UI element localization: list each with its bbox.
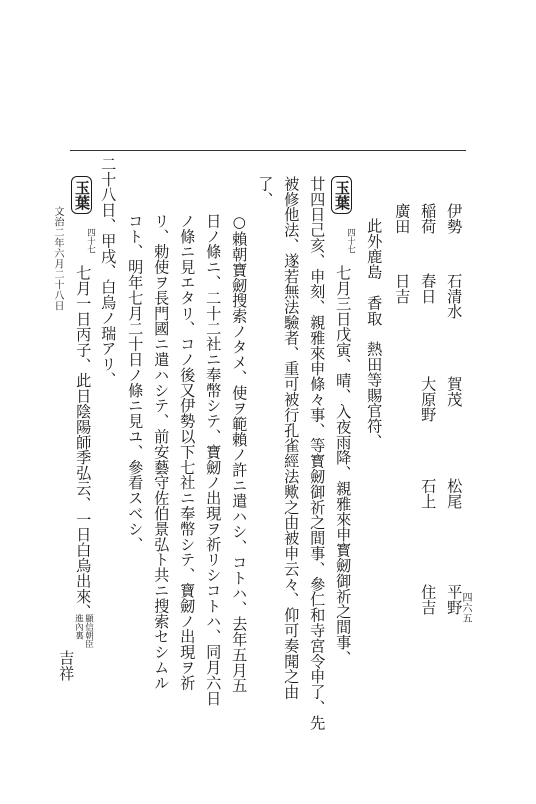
- note-line-3: ノ條ニ見エタリ、コノ後又伊勢以下七社ニ奉幣シテ、寶劒ノ出現ヲ祈: [178, 213, 197, 691]
- entry-number: 四十七: [345, 228, 356, 254]
- shrine-hirano: 平野: [445, 584, 464, 615]
- shrine-sumiyoshi: 住吉: [419, 584, 438, 615]
- note-line-5: コト、明年七月二十日ノ條ニ見ユ、參看スベシ、: [126, 213, 145, 552]
- entry-28-small-right: 顯信朝臣: [83, 614, 94, 648]
- note-line-2: 日ノ條ニ、二十二社ニ奉幣シテ、寶劒ノ出現ヲ祈リシコトハ、同月六日: [204, 213, 223, 706]
- entry-46-line-3: 被修他法、遂若無法驗者、重可被行孔雀經法歟之由被申云々、仰可奏聞之由: [282, 176, 301, 700]
- entry-46-line-2: 廿四日己亥、申刻、親雅來申條々事、等寳劒御祈之間事、參仁和寺宮令申了、先: [308, 176, 327, 731]
- note-line-4: リ、勅使ヲ長門國ニ遣ハシテ、前安藝守佐伯景弘ト共ニ搜索セシムル: [152, 213, 171, 691]
- entry-number-2: 四十七: [85, 228, 96, 254]
- page-number: 四六五: [460, 592, 471, 624]
- shrine-kamo: 賀茂: [445, 376, 464, 407]
- shrine-inari: 稲荷: [419, 203, 438, 234]
- shrine-others: 此外鹿島 香取 熱田等賜官符、: [365, 218, 384, 449]
- horizontal-rule: [70, 150, 466, 151]
- shrine-iwashimizu: 石清水: [445, 273, 464, 320]
- shrine-matsunoo: 松尾: [445, 478, 464, 509]
- shrine-hirota: 廣田: [393, 203, 412, 234]
- shrine-ise: 伊勢: [445, 203, 464, 234]
- shrine-oharano: 大原野: [419, 376, 438, 423]
- entry-28-date: 二十八日、甲戌、白烏ノ瑞アリ、: [99, 156, 118, 387]
- entry-46-line-1: 七月三日戊寅、晴、入夜雨降、親雅來申寳劒御祈之間事、: [334, 265, 353, 666]
- shrine-isonokami: 石上: [419, 478, 438, 509]
- entry-46-line-4: 了、: [256, 176, 275, 207]
- entry-28-line: 七月一日丙子、此日陰陽師季弘云、一日白烏出來、: [74, 265, 93, 620]
- source-tag-gyokuyo-2: 玉葉: [71, 176, 92, 214]
- source-tag-gyokuyo: 玉葉: [331, 176, 352, 214]
- entry-28-tail: 吉祥: [57, 650, 76, 681]
- note-line-1: ○賴朝寶劒搜索ノタメ、使ヲ範賴ノ許ニ遣ハシ、コトハ、去年五月五: [230, 213, 249, 694]
- shrine-kasuga: 春日: [419, 273, 438, 304]
- shrine-hie: 日吉: [393, 273, 412, 304]
- running-header: 文治二年六月二十八日: [52, 206, 63, 311]
- entry-28-small-left: 進內裏: [73, 614, 84, 640]
